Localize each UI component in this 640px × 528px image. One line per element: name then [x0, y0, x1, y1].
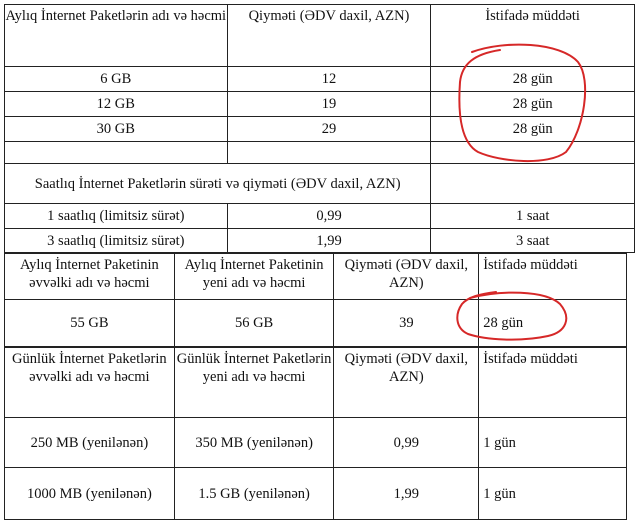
table-row [5, 229, 635, 253]
package-price: 0,99 [334, 418, 479, 468]
new-package: 56 GB [174, 300, 334, 347]
package-duration: 1 gün [479, 418, 627, 468]
header-duration: İstifadə müddəti [479, 254, 627, 300]
package-duration: 1 saat [431, 204, 635, 229]
table-row [5, 92, 635, 117]
package-duration: 28 gün [431, 92, 635, 117]
package-price: 19 [227, 92, 431, 117]
new-package: 1.5 GB (yenilənən) [174, 468, 334, 520]
package-duration: 28 gün [479, 300, 627, 347]
table-row [5, 468, 627, 520]
package-size: 6 GB [5, 67, 228, 92]
table-header-row [5, 5, 635, 67]
package-duration: 28 gün [431, 117, 635, 142]
header-old-name: Günlük İnternet Paketlərin əvvəlki adı və həcmi [5, 348, 175, 418]
package-name: 1 saatlıq (limitsiz sürət) [5, 204, 228, 229]
package-name: 3 saatlıq (limitsiz sürət) [5, 229, 228, 253]
package-duration: 1 gün [479, 468, 627, 520]
package-price: 39 [334, 300, 479, 347]
header-new-name: Aylıq İnternet Paketinin yeni adı və həcmi [174, 254, 334, 300]
header-price: Qiyməti (ƏDV daxil, AZN) [334, 254, 479, 300]
header-hourly: Saatlıq İnternet Paketlərin sürəti və qiyməti (ƏDV daxil, AZN) [5, 164, 431, 204]
hourly-packages-table [4, 163, 635, 253]
table-row [5, 300, 627, 347]
daily-packages-table [4, 347, 627, 520]
header-duration: İstifadə müddəti [431, 5, 635, 67]
package-size: 30 GB [5, 117, 228, 142]
package-size: 12 GB [5, 92, 228, 117]
package-price: 0,99 [227, 204, 431, 229]
table-header-row [5, 164, 635, 204]
table-row [5, 117, 635, 142]
package-duration: 28 gün [431, 67, 635, 92]
header-new-name: Günlük İnternet Paketlərin yeni adı və həcmi [174, 348, 334, 418]
package-price: 1,99 [334, 468, 479, 520]
header-price: Qiyməti (ƏDV daxil, AZN) [334, 348, 479, 418]
header-duration: İstifadə müddəti [479, 348, 627, 418]
empty-cell [431, 164, 635, 204]
package-duration: 3 saat [431, 229, 635, 253]
table-row [5, 67, 635, 92]
old-package: 55 GB [5, 300, 175, 347]
empty-row [5, 142, 635, 164]
old-package: 250 MB (yenilənən) [5, 418, 175, 468]
table-row [5, 418, 627, 468]
table-header-row [5, 254, 627, 300]
monthly-renamed-table [4, 253, 627, 347]
monthly-packages-table [4, 4, 635, 164]
package-price: 1,99 [227, 229, 431, 253]
header-price: Qiyməti (ƏDV daxil, AZN) [227, 5, 431, 67]
header-old-name: Aylıq İnternet Paketinin əvvəlki adı və həcmi [5, 254, 175, 300]
package-price: 12 [227, 67, 431, 92]
new-package: 350 MB (yenilənən) [174, 418, 334, 468]
package-price: 29 [227, 117, 431, 142]
table-header-row [5, 348, 627, 418]
header-package-name: Aylıq İnternet Paketlərin adı və həcmi [5, 5, 228, 67]
table-row [5, 204, 635, 229]
old-package: 1000 MB (yenilənən) [5, 468, 175, 520]
